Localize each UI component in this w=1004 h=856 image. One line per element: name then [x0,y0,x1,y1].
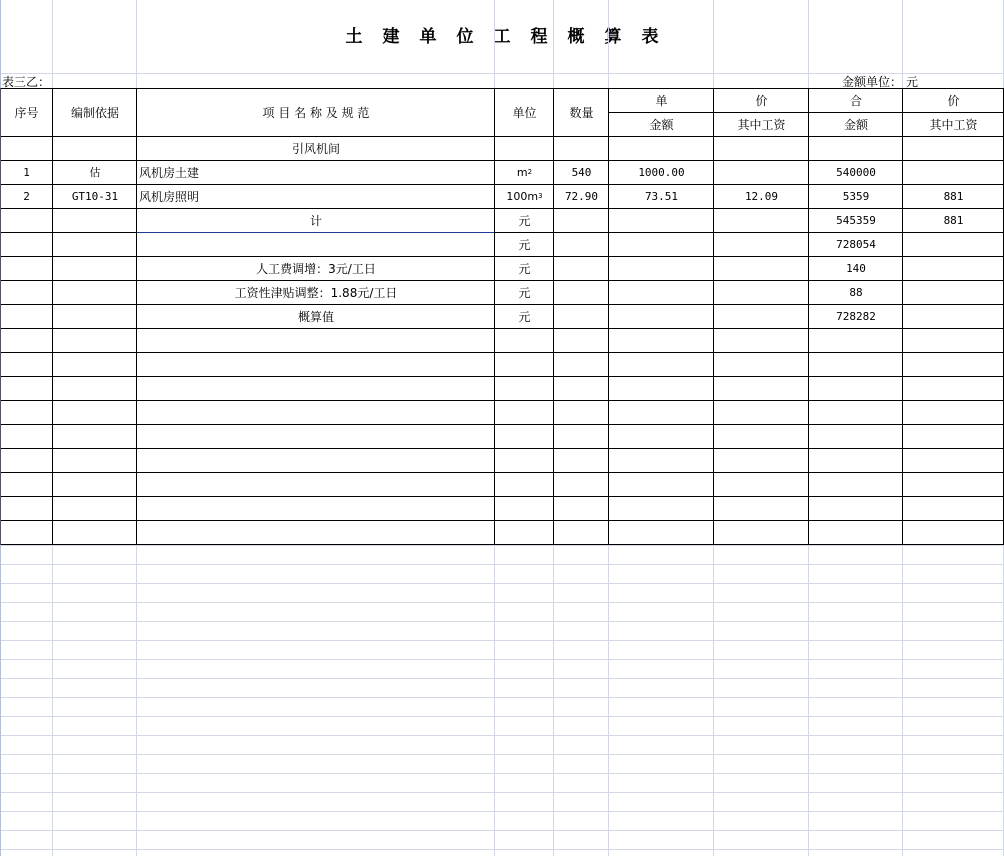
header-labor: 其中工资 [737,117,786,132]
cell-price-labor [714,184,809,208]
cell-basis [53,304,137,328]
cell-item [137,184,495,208]
cell-text: 估 [89,166,101,179]
cell-unit: 100m 3 [506,189,543,203]
cell-unit [495,304,554,328]
cell-total-labor [903,232,1004,256]
cell-total [809,184,903,208]
cell-basis [53,280,137,304]
cell-seq [0,280,53,304]
cell-total [809,160,903,184]
cell-basis [53,208,137,232]
header-unit-price-b: 价 [755,93,768,108]
cell-total-labor [903,184,1004,208]
cell-qty [554,232,609,256]
cell-text: 计 [309,213,322,228]
cell-text: 元 [518,237,531,252]
cell-item [137,160,495,184]
cell-text: 工资性津贴调整：1.88元/工日 [234,285,398,300]
cell-unit [495,136,554,160]
cell-price [609,208,714,232]
cell-text: 728282 [836,309,876,323]
cell-qty [554,184,609,208]
cell-seq [0,184,53,208]
cell-total [809,304,903,328]
cell-qty [554,304,609,328]
cell-text: 545359 [836,213,876,227]
cell-unit [495,208,554,232]
cell-seq [0,136,53,160]
header-item: 项 目 名 称 及 规 范 [262,105,370,120]
cell-total [809,280,903,304]
cell-seq [0,304,53,328]
amount-unit-label: 金额单位： [841,74,902,88]
cell-item [137,232,495,256]
cell-total [809,256,903,280]
table-number: 表三乙： [2,74,51,88]
cell-total-labor [903,304,1004,328]
cell-price-labor [714,160,809,184]
cell-text: 引风机间 [291,141,340,156]
cell-price [609,136,714,160]
cell-text: 风机房照明 [139,189,200,204]
header-unit-price-a: 单 [655,93,668,108]
cell-price [609,184,714,208]
header-total-a: 合 [849,93,862,108]
cell-item [137,136,495,160]
cell-text: 540000 [836,165,876,179]
cell-price [609,160,714,184]
header-labor-total: 其中工资 [929,117,978,132]
cell-qty [554,136,609,160]
cell-price [609,280,714,304]
cell-text: 2 [23,189,30,203]
cell-text: 5359 [842,189,870,203]
cell-unit [495,256,554,280]
header-basis: 编制依据 [70,105,119,120]
cell-seq [0,256,53,280]
cell-text: 540 [571,165,592,179]
cell-basis [53,184,137,208]
cell-price-labor [714,136,809,160]
header-qty: 数量 [569,105,594,120]
cell-basis [53,136,137,160]
cell-seq [0,160,53,184]
cell-total-labor [903,280,1004,304]
cell-total-labor [903,136,1004,160]
cell-text: 100m [506,189,539,203]
cell-price-labor [714,232,809,256]
cell-text: 概算值 [297,309,334,324]
header-unit: 单位 [512,105,537,120]
cell-text: 风机房土建 [139,165,200,180]
cell-text: 73.51 [644,189,679,203]
cell-text: 1 [23,165,30,179]
cell-total-labor [903,208,1004,232]
cell-unit [495,232,554,256]
cell-total-labor [903,160,1004,184]
cell-text: 728054 [836,237,876,251]
cell-seq [0,232,53,256]
cell-item [137,280,495,304]
cell-item [137,256,495,280]
cell-text: GT10-31 [71,189,119,203]
header-seq: 序号 [14,105,39,120]
cell-qty [554,280,609,304]
cell-price-labor [714,280,809,304]
cell-item [137,304,495,328]
header-amount: 金额 [649,117,674,132]
cell-seq [0,208,53,232]
cell-text: 881 [943,213,964,227]
cell-basis [53,232,137,256]
page-title: 土建单位工程概算表 [345,27,679,47]
cell-text: 1000.00 [638,165,685,179]
cell-price-labor [714,256,809,280]
cell-text: 72.90 [564,189,599,203]
cell-qty [554,256,609,280]
cell-text: 元 [518,213,531,228]
cell-text: 元 [518,285,531,300]
cell-basis [53,256,137,280]
cell-text: 元 [518,261,531,276]
cell-total [809,208,903,232]
cell-price-labor [714,208,809,232]
cell-total-labor [903,256,1004,280]
cell-qty [554,160,609,184]
cell-unit [495,280,554,304]
header-total-b: 价 [947,93,960,108]
cell-text: 人工费调增：3元/工日 [256,261,376,276]
cell-price-labor [714,304,809,328]
cell-price [609,304,714,328]
cell-unit: m 2 [516,165,533,179]
cell-basis [53,160,137,184]
cell-text: 12.09 [744,189,779,203]
cell-text: m [516,165,528,179]
header-amount-total: 金额 [843,117,868,132]
cell-text: 88 [849,285,863,299]
cell-text: 元 [518,309,531,324]
cell-total [809,232,903,256]
cell-text: 140 [846,261,866,275]
amount-unit-value: 元 [906,74,919,88]
cell-item [137,208,495,232]
cell-price [609,256,714,280]
cell-price [609,232,714,256]
cell-total [809,136,903,160]
cell-qty [554,208,609,232]
cell-text: 881 [943,189,964,203]
